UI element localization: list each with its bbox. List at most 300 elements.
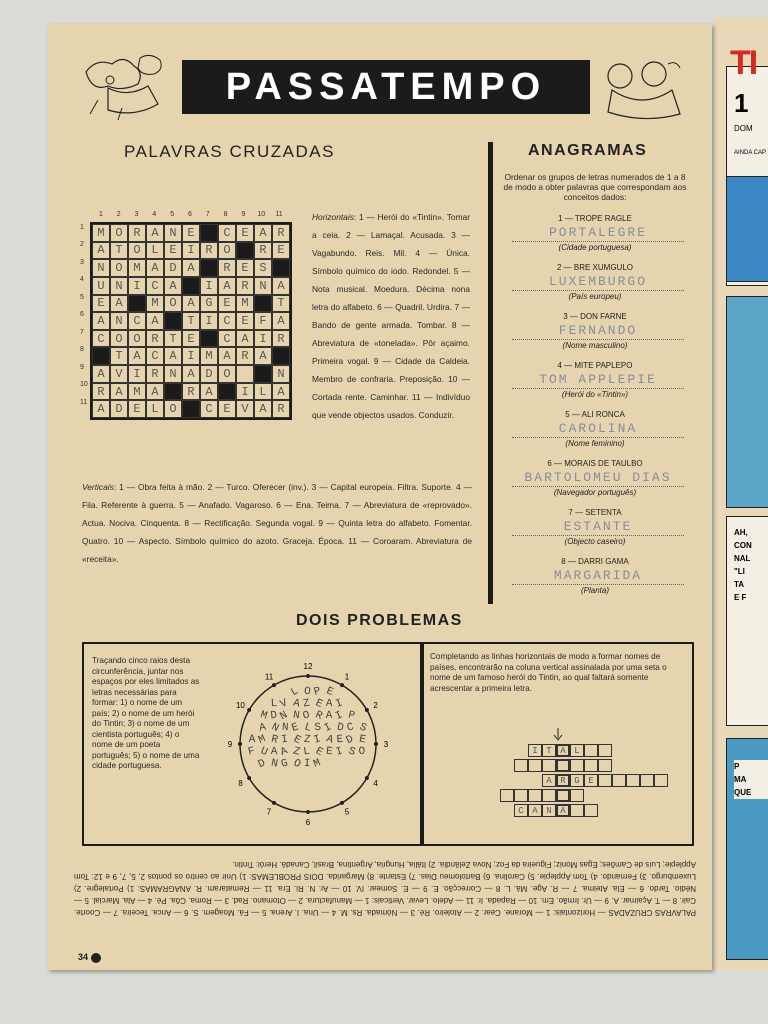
crossword-cell: T: [110, 347, 128, 365]
page-title: PASSATEMPO: [182, 60, 590, 114]
circle-point-number: 1: [344, 672, 350, 682]
anagram-hint: (Cidade portuguesa): [558, 243, 632, 252]
row-number: 11: [80, 398, 88, 406]
circle-letter: L: [302, 721, 313, 735]
anagram-answer: MARGARIDA: [512, 568, 684, 585]
crossword-cell: A: [182, 295, 200, 313]
crossword-cell: O: [128, 242, 146, 260]
country-grid-cell: A: [542, 774, 556, 787]
crossword-cell: R: [92, 383, 110, 401]
crossword-cell: N: [110, 312, 128, 330]
row-number: 2: [80, 241, 84, 249]
circle-letter: M: [312, 757, 323, 771]
crossword-cell: A: [92, 400, 110, 418]
country-grid-cell: A: [528, 804, 542, 817]
crossword-cell: I: [254, 330, 272, 348]
crossword-cell: A: [146, 224, 164, 242]
crossword-cell: I: [200, 312, 218, 330]
crossword-cell: F: [254, 312, 272, 330]
circle-letter: D: [256, 757, 268, 772]
circle-point: [340, 801, 344, 805]
tintin-logo-icon: [91, 953, 101, 963]
circle-point: [340, 683, 344, 687]
crossword-cell: C: [218, 224, 236, 242]
crossword-cell: E: [218, 400, 236, 418]
country-grid-cell: [570, 789, 584, 802]
row-number: 6: [80, 311, 84, 319]
column-number: 2: [116, 211, 121, 218]
circle-letter: A: [325, 709, 333, 723]
circle-letter: I: [312, 733, 323, 747]
anagram-answer: TOM APPLEPIE: [512, 372, 684, 389]
crossword-cell: A: [254, 400, 272, 418]
circle-point: [247, 708, 251, 712]
crossword-cell: C: [92, 330, 110, 348]
circle-point: [306, 674, 310, 678]
country-grid-cell: A: [556, 804, 570, 817]
crossword-cell: A: [182, 365, 200, 383]
crossword-cell: [218, 383, 236, 401]
column-number: 7: [205, 211, 210, 218]
circle-point-number: 9: [227, 740, 233, 749]
crossword-cell: A: [272, 277, 290, 295]
crossword-heading: PALAVRAS CRUZADAS: [124, 142, 335, 161]
circle-letter: D: [344, 733, 356, 748]
country-grid-cell: E: [584, 774, 598, 787]
circle-point-number: 8: [238, 779, 243, 788]
column-number: 11: [275, 211, 283, 218]
country-grid-cell: [514, 789, 528, 802]
circle-letter: A: [270, 745, 278, 759]
circle-point: [374, 742, 378, 746]
crossword-cell: E: [236, 312, 254, 330]
country-grid-cell: [528, 759, 542, 772]
circle-letter: R: [269, 733, 280, 747]
letter-circle-puzzle: [220, 660, 400, 830]
circle-letter: A: [248, 734, 256, 746]
circle-letter: E: [358, 733, 367, 747]
circle-letter: Z: [291, 745, 302, 759]
country-grid-cell: [500, 789, 514, 802]
country-grid-cell: R: [556, 774, 570, 787]
circle-point-number: 5: [344, 807, 350, 817]
circle-point: [247, 776, 251, 780]
crossword-cell: A: [254, 224, 272, 242]
crossword-cell: A: [92, 242, 110, 260]
anagram-hint: (Herói do «Tintin»): [561, 390, 629, 399]
crossword-cell: M: [146, 295, 164, 313]
crossword-cell: O: [164, 295, 182, 313]
circle-letter: I: [303, 757, 311, 771]
circle-point-number: 11: [264, 672, 274, 682]
crossword-cell: C: [218, 312, 236, 330]
anagram-letters: 1 — TROPE RAGLE: [558, 214, 632, 223]
country-grid-cell: [528, 789, 542, 802]
crossword-cell: R: [236, 277, 254, 295]
anagram-item: [500, 361, 690, 399]
adjacent-line1: DOM: [734, 124, 753, 133]
crossword-cell: R: [200, 242, 218, 260]
adjacent-number: 1: [734, 88, 749, 118]
crossword-cell: S: [254, 259, 272, 277]
circle-letter: O: [303, 685, 312, 699]
row-number: 3: [80, 258, 84, 266]
row-number: 9: [80, 363, 84, 371]
circle-letter: P: [346, 709, 357, 723]
country-grid-cell: [598, 744, 612, 757]
crossword-cell: A: [164, 347, 182, 365]
circle-letter: N: [281, 721, 289, 735]
country-grid-cell: L: [570, 744, 584, 757]
circle-letter: E: [336, 733, 344, 747]
down-arrow-icon: [552, 728, 564, 742]
crossword-cell: O: [218, 365, 236, 383]
circle-letter: N: [278, 709, 290, 724]
circle-point: [365, 708, 369, 712]
circle-letter: O: [291, 757, 303, 772]
anagram-letters: 2 — BRE XUMGULO: [556, 263, 633, 272]
country-grid-cell: T: [542, 744, 556, 757]
country-grid-cell: [584, 759, 598, 772]
row-number: 7: [80, 328, 84, 336]
crossword-cell: A: [146, 312, 164, 330]
anagram-letters: 7 — SETENTA: [568, 508, 622, 517]
crossword-cell: V: [236, 400, 254, 418]
anagram-letters: 6 — MORAIS DE TAULBO: [547, 459, 643, 468]
anagram-item: [500, 508, 690, 546]
anagram-hint: (Planta): [580, 586, 609, 595]
crossword-cell: [92, 347, 110, 365]
crossword-clues-horizontal: Horizontais: 1 — Herói do «Tintin». Tomar a ceia. 2 — Lamaçal. Acusada. 3 — Vagabundo. Reis. Mil. 4 — Única. Símbolo químico do iodo. Redondel. 5 — Nota musical. Moedura. Décima nona letra do alfabeto. 6 — Quadril. Urdira. 7 — Bando de gente armada. Tombar. 8 — Abreviatura de «tonelada». Pôr açaimo. Primeira vogal. 9 — Cidade da Caldeia. Membro de confraria. Preposição. 10 — Cortada rente. Caminhar. 11 — Indivíduo que vende objectos usados. Conduzir.: [312, 212, 471, 420]
circle-letter: N: [269, 757, 279, 771]
column-number: 8: [223, 211, 228, 218]
crossword-cell: A: [236, 330, 254, 348]
crossword-cell: T: [164, 330, 182, 348]
crossword-cell: T: [110, 242, 128, 260]
crossword-cell: [128, 295, 146, 313]
crossword-cell: E: [272, 242, 290, 260]
crossword-cell: E: [236, 259, 254, 277]
problem-two-text: Completando as linhas horizontais de modo a formar nomes de países, encontrarão na coluna vertical assinalada por uma seta o nome de um famoso herói do Tintin, ao qual faltará somente acrescentar a primeira letra.: [430, 652, 667, 693]
country-grid-cell: [542, 759, 556, 772]
crossword-cell: O: [164, 400, 182, 418]
circle-letter: N: [292, 709, 301, 723]
problems-heading: DOIS PROBLEMAS: [296, 612, 463, 629]
circle-letter: I: [334, 745, 345, 759]
crossword-cell: N: [164, 224, 182, 242]
circle-letter: Z: [303, 733, 311, 747]
crossword-cell: M: [128, 259, 146, 277]
crossword-cell: G: [200, 295, 218, 313]
crossword-cell: [272, 259, 290, 277]
anagram-letters: 4 — MITE PAPLEPO: [557, 361, 633, 370]
crossword-cell: [200, 330, 218, 348]
anagram-letters: 8 — DARRI GAMA: [561, 557, 629, 566]
crossword-cell: V: [110, 365, 128, 383]
crossword-grid: [90, 222, 292, 420]
crossword-cell: E: [236, 224, 254, 242]
crossword-cell: [164, 312, 182, 330]
country-grid-cell: A: [556, 744, 570, 757]
adjacent-illustration: [726, 176, 768, 282]
cartoon-characters-left: [78, 52, 170, 122]
circle-letter: R: [313, 709, 325, 723]
adjacent-title: TI: [730, 44, 757, 82]
circle-point: [365, 776, 369, 780]
crossword-cell: A: [218, 347, 236, 365]
circle-letter: V: [278, 697, 290, 712]
column-divider: [488, 142, 493, 604]
crossword-cell: D: [164, 259, 182, 277]
circle-letter: C: [345, 721, 356, 735]
circle-letter: M: [256, 733, 268, 747]
crossword-cell: C: [200, 400, 218, 418]
crossword-cell: A: [200, 383, 218, 401]
column-number: 9: [241, 211, 246, 218]
circle-letter: M: [258, 709, 269, 723]
country-grid-cell: C: [514, 804, 528, 817]
crossword-cell: R: [236, 347, 254, 365]
circle-letter: A: [278, 745, 290, 759]
anagram-answer: PORTALEGRE: [512, 225, 684, 242]
crossword-column-numbers: [92, 211, 288, 218]
crossword-cell: O: [128, 330, 146, 348]
crossword-cell: E: [128, 400, 146, 418]
anagram-answer: BARTOLOMEU DIAS: [512, 470, 684, 487]
circle-letter: E: [290, 721, 301, 735]
crossword-cell: [164, 383, 182, 401]
circle-letter: E: [313, 745, 325, 760]
crossword-cell: U: [92, 277, 110, 295]
crossword-cell: E: [92, 295, 110, 313]
circle-letter: E: [291, 733, 303, 748]
country-grid-cell: [584, 804, 598, 817]
country-grid-cell: [556, 759, 570, 772]
circle-letter: S: [346, 745, 357, 759]
crossword-cell: [200, 224, 218, 242]
crossword-cell: R: [182, 383, 200, 401]
anagram-answer: LUXEMBURGO: [512, 274, 684, 291]
anagram-item: [500, 312, 690, 350]
crossword-cell: I: [236, 383, 254, 401]
crossword-cell: N: [272, 365, 290, 383]
anagram-hint: (Navegador português): [553, 488, 637, 497]
circle-letter: L: [289, 685, 301, 700]
crossword-cell: A: [164, 277, 182, 295]
crossword-cell: C: [146, 347, 164, 365]
country-grid-cell: [514, 759, 528, 772]
country-grid-cell: N: [542, 804, 556, 817]
circle-point-number: 2: [373, 701, 378, 710]
circle-letter: A: [324, 733, 335, 747]
country-grid-puzzle: [486, 734, 646, 830]
circle-letter: A: [325, 697, 333, 711]
row-number: 5: [80, 293, 84, 301]
crossword-row-numbers: [80, 224, 90, 416]
crossword-cell: N: [110, 277, 128, 295]
crossword-cell: A: [92, 312, 110, 330]
crossword-cell: C: [146, 277, 164, 295]
adjacent-speech-bubble-2: P MA QUE: [734, 760, 768, 799]
country-grid-cell: [542, 789, 556, 802]
cartoon-characters-right: [598, 56, 690, 124]
crossword-cell: L: [146, 242, 164, 260]
crossword-cell: [182, 400, 200, 418]
anagram-item: [500, 263, 690, 301]
column-number: 4: [152, 211, 157, 218]
circle-letter: L: [270, 697, 278, 711]
crossword-cell: A: [146, 383, 164, 401]
crossword-cell: R: [272, 330, 290, 348]
crossword-cell: A: [128, 347, 146, 365]
crossword-cell: [200, 259, 218, 277]
country-grid-cell: [640, 774, 654, 787]
crossword-cell: N: [164, 365, 182, 383]
crossword-cell: R: [254, 242, 272, 260]
crossword-cell: O: [110, 224, 128, 242]
crossword-cell: L: [146, 400, 164, 418]
row-number: 4: [80, 276, 84, 284]
crossword-cell: A: [254, 347, 272, 365]
crossword-cell: A: [92, 365, 110, 383]
anagram-hint: (Objecto caseiro): [564, 537, 626, 546]
crossword-cell: E: [218, 295, 236, 313]
crossword-cell: E: [182, 224, 200, 242]
crossword-cell: R: [146, 365, 164, 383]
crossword-cell: I: [200, 277, 218, 295]
circle-letter: S: [357, 721, 369, 735]
circle-point-number: 12: [303, 662, 313, 671]
problem-one-text: Traçando cinco raios desta circunferência, juntar nos espaços por eles limitados as letras necessárias para formar: 1) o nome de um país; 2) o nome de um herói do Tintin; 3) o nome de um cientista português; 4) o nome de um poeta português; 5) o nome de uma cidade portuguesa.: [92, 656, 200, 770]
crossword-cell: A: [110, 295, 128, 313]
crossword-cell: A: [146, 259, 164, 277]
circle-letter: G: [280, 757, 290, 771]
country-grid-cell: [556, 789, 570, 802]
crossword-cell: A: [218, 277, 236, 295]
crossword-cell: T: [182, 312, 200, 330]
circle-letter: L: [302, 745, 311, 759]
circle-point-number: 4: [373, 779, 378, 788]
column-number: 6: [188, 211, 192, 218]
anagram-letters: 3 — DON FARNE: [563, 312, 627, 321]
crossword-cell: [236, 365, 254, 383]
crossword-cell: C: [128, 312, 146, 330]
crossword-cell: [272, 347, 290, 365]
crossword-cell: I: [182, 347, 200, 365]
crossword-cell: I: [182, 242, 200, 260]
anagram-item: [500, 557, 690, 595]
crossword-cell: R: [146, 330, 164, 348]
circle-letter: A: [258, 721, 267, 735]
crossword-cell: [236, 242, 254, 260]
crossword-cell: R: [128, 224, 146, 242]
crossword-cell: N: [92, 259, 110, 277]
crossword-cell: A: [110, 383, 128, 401]
country-grid-cell: [598, 774, 612, 787]
circle-point-number: 7: [266, 807, 272, 817]
circle-letter: I: [333, 709, 345, 723]
crossword-cell: A: [182, 259, 200, 277]
circle-point-number: 10: [235, 701, 245, 710]
crossword-cell: M: [236, 295, 254, 313]
crossword-cell: A: [272, 312, 290, 330]
anagram-hint: (Nome masculino): [562, 341, 628, 350]
crossword-cell: O: [110, 330, 128, 348]
circle-letter: U: [258, 745, 270, 759]
circle-letter: O: [301, 709, 312, 723]
circle-letter: I: [280, 733, 289, 747]
circle-point-number: 6: [305, 818, 311, 827]
row-number: 1: [80, 224, 84, 231]
column-number: 3: [134, 211, 139, 218]
row-number: 10: [80, 381, 88, 389]
country-grid-cell: G: [570, 774, 584, 787]
crossword-cell: I: [128, 277, 146, 295]
circle-letter: N: [269, 721, 281, 736]
adjacent-line2: AINDA CAP: [734, 150, 767, 156]
circle-letter: Z: [302, 697, 312, 711]
crossword-cell: R: [218, 259, 236, 277]
circle-letter: I: [334, 697, 345, 711]
anagram-letters: 5 — ALI RONCA: [565, 410, 625, 419]
crossword-cell: N: [254, 277, 272, 295]
anagram-answer: CAROLINA: [512, 421, 684, 438]
country-grid-cell: [598, 759, 612, 772]
row-number: 8: [80, 346, 84, 354]
anagrams-heading: ANAGRAMAS: [528, 142, 648, 159]
crossword-cell: L: [254, 383, 272, 401]
circle-point-number: 3: [383, 740, 389, 749]
circle-point: [272, 683, 276, 687]
crossword-cell: E: [164, 242, 182, 260]
crossword-cell: C: [218, 330, 236, 348]
crossword-cell: T: [272, 295, 290, 313]
country-grid-cell: [584, 744, 598, 757]
country-grid-cell: [654, 774, 668, 787]
country-grid-cell: I: [528, 744, 542, 757]
column-number: 5: [170, 211, 175, 218]
anagram-item: [500, 410, 690, 448]
circle-letter: D: [269, 709, 278, 723]
country-grid-cell: [570, 804, 584, 817]
column-number: 10: [257, 211, 266, 218]
circle-letter: D: [336, 721, 345, 735]
country-grid-cell: [570, 759, 584, 772]
anagram-answer: FERNANDO: [512, 323, 684, 340]
circle-point: [306, 810, 310, 814]
circle-point: [272, 801, 276, 805]
crossword-cell: A: [272, 383, 290, 401]
adjacent-speech-bubble: AH, CON NAL "LI TA E F: [734, 528, 752, 602]
circle-letter: E: [325, 745, 334, 759]
circle-letter: I: [322, 721, 334, 736]
country-grid-cell: [626, 774, 640, 787]
crossword-cell: [254, 295, 272, 313]
crossword-cell: R: [272, 400, 290, 418]
crossword-cell: D: [200, 365, 218, 383]
crossword-cell: E: [182, 330, 200, 348]
circle-letter: E: [324, 685, 335, 699]
anagram-hint: (País europeu): [568, 292, 622, 301]
anagram-hint: (Nome feminino): [565, 439, 625, 448]
crossword-cell: M: [128, 383, 146, 401]
column-number: 1: [98, 211, 103, 218]
crossword-cell: M: [92, 224, 110, 242]
anagram-answer: ESTANTE: [512, 519, 684, 536]
circle-letter: E: [313, 697, 325, 712]
crossword-cell: [182, 277, 200, 295]
circle-point: [238, 742, 242, 746]
